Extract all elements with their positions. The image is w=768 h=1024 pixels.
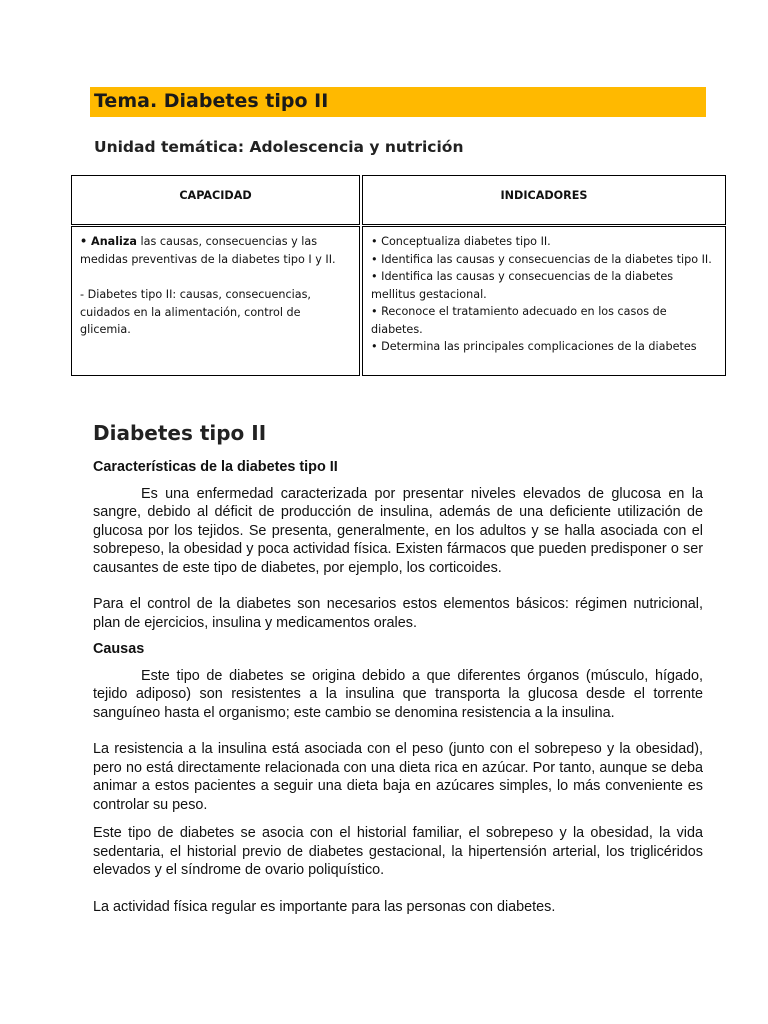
indicator-item: • Reconoce el tratamiento adecuado en los casos de diabetes.: [371, 305, 667, 336]
causes-paragraph-1: Este tipo de diabetes se origina debido a que diferentes órganos (músculo, hígado, tejido adiposo) son resistentes a la insulina que transporta la glucosa desde el torrente sanguíneo hasta el organismo; este cambio se denomina resistencia a la insulina.: [93, 667, 703, 721]
causes-paragraph-3: Este tipo de diabetes se asocia con el historial familiar, el sobrepeso y la obesidad, la vida sedentaria, el historial previo de diabetes gestacional, la hipertensión arterial, los triglicéridos elevados y el síndrome de ovario poliquístico.: [93, 825, 703, 878]
capacity-header: CAPACIDAD: [179, 189, 252, 203]
capacity-cell: [71, 226, 360, 376]
title-banner: [90, 87, 706, 117]
indicators-header-cell: [362, 175, 726, 225]
article-body: [93, 458, 703, 916]
indicators-cell: [362, 226, 726, 376]
capacity-bullet: [80, 233, 351, 268]
characteristics-heading: Características de la diabetes tipo II: [93, 459, 338, 475]
characteristics-paragraph-1: Es una enfermedad caracterizada por presentar niveles elevados de glucosa en la sangre, debido al déficit de producción de insulina, además de una deficiente utilización de glucosa por los tejidos. Se presenta, generalmente, en los adultos y se halla asociada con el sobrepeso, la obesidad y poca actividad física. Existen fármacos que pueden predisponer o ser causantes de este tipo de diabetes, por ejemplo, los corticoides.: [93, 485, 703, 576]
indicator-item: • Determina las principales complicaciones de la diabetes: [371, 340, 697, 353]
section-title: Diabetes tipo II: [93, 421, 267, 445]
capacity-detail: - Diabetes tipo II: causas, consecuencias, cuidados en la alimentación, control de glicemia.: [80, 288, 311, 336]
indicator-item: • Identifica las causas y consecuencias de la diabetes mellitus gestacional.: [371, 270, 674, 301]
causes-paragraph-2: La resistencia a la insulina está asociada con el peso (junto con el sobrepeso y la obesidad), pero no está directamente relacionada con una dieta rica en azúcar. Por tanto, aunque se deba animar a estos pacientes a seguir una dieta baja en azúcares simples, lo más conveniente es controlar su peso.: [93, 741, 703, 813]
characteristics-paragraph-2: Para el control de la diabetes son necesarios estos elementos básicos: régimen nutricional, plan de ejercicios, insulina y medicamentos orales.: [93, 596, 703, 631]
causes-paragraph-4: La actividad física regular es importante para las personas con diabetes.: [93, 898, 556, 915]
unit-title: Unidad temática: Adolescencia y nutrición: [94, 138, 464, 156]
indicator-item: • Identifica las causas y consecuencias de la diabetes tipo II.: [371, 252, 712, 266]
page-title: Tema. Diabetes tipo II: [94, 90, 329, 112]
indicators-list: [371, 233, 717, 356]
indicator-item: • Conceptualiza diabetes tipo II.: [371, 235, 551, 248]
capacity-bullet-text: las causas, consecuencias y las medidas preventivas de la diabetes tipo I y II.: [80, 235, 336, 266]
capacity-header-cell: [71, 175, 360, 225]
capacity-bullet-bold: • Analiza: [80, 235, 137, 248]
indicators-header: INDICADORES: [500, 189, 588, 203]
causes-heading: Causas: [93, 641, 145, 657]
